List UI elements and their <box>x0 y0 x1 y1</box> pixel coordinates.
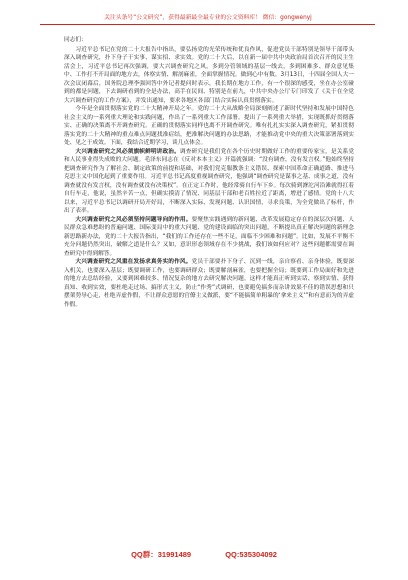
paragraph-text: 习近平总书记在党的二十大报告中指出，要弘扬党的光荣传统和优良作风，促进党员干部特别是领导干部带头深入调查研究，扑下身子干实事、谋实招、求实效。党的二十大后，以在新一届中共中央政治局首次召开的民主生活会上，习近平总书记再次强调，要大兴调查研究之风，多到分管领域的基层一线去，多到困难多、群众意见集中、工作打不开局面的地方去，体察实情、解剖麻雀，全面掌握情况。做到心中有数。3月13日，十四届全国人大一次会议闭幕后，国务院总理李强回答中外记者提问时表示，我长期在地方工作，有一个很深的感受，坐在办公室碰到的都是问题，下去调研看到的全是办法，高手在民间、特别是在前九，中共中央办公厅专门印发了《关于在全党大兴调查研究的工作方案》，并发出通知，要求各地区各部门结合实际认真贯彻落实。 <box>64 46 354 104</box>
paragraph-text: 党员干部要扑下身子、沉到一线，亲自察看、亲身体验，既要深入机关，也要深入基层；既要调研工作，也要调研群众；既要解剖麻雀，也要把握全局；既要到工作局面好和先进的地方去总结经验，又要到困难较多、情况复杂的地方去研究解决问题。这样才能真正听到实话、察到实情、获得真知、收到实效，要杜绝走过场、搞形式主义，防止“作秀”式调研，也要避免搞多而杂讲效果不佳的错误思想和只摆架势导心走，杜绝弄虚作假，不让群众意愿的官僚主义做派，要“不能搞简单粗暴的‘拿来主义’”和有意而为的弄虚作假。 <box>64 259 354 308</box>
paragraph-4 <box>64 216 354 259</box>
paragraph-text: 要聚焦实践遇到的新问题、改革发展稳定存在的深层次问题、人民群众急难愁盼的普遍问题、国际变局中的重大问题、党的建设面临的突出问题，不断提出真正解决问题的新理念新思路新办法，党的二十大报告指出，“我们的工作还存在一些不足，面临不少困难和问题”。比如，发展不平衡不充分问题仍然突出，破解之道是什么？又如，意识形态领域存在不少挑战，我们该如何应对？这些问题都需要在调查研究中得到解答。 <box>64 216 354 257</box>
paragraph-text: 调查研究是我们党在各个历史时期做好工作的重要传家宝，是关系党和人民事业得失成败的大问题。毛泽东同志在《反对本本主义》开篇就强调：“没有调查，没有发言权。”他始终坚持把调查研究作为了解社会、制定政策的前提和基础，对我们党克服教条主义错误、探索中国革命正确道路、推进马克思主义中国化起到了重要作用。习近平总书记高度重视调查研究，他强调“调查研究是谋事之基、成事之道，没有调查就没有发言权，没有调查就没有决策权”。在正定工作时，他经常骑自行车下乡。每次骑到滹沱河沿滩就得扛着自行车走，他说，虽然辛苦一点，但确实摸清了情况、同基层干部和老百姓拉近了距离，增进了感情。党的十八大以来，习近平总书记以调研开局开好局，不断深入实际、发现问题、认识国情，寻求良策，为全党做出了标杆，作出了表率。 <box>64 148 354 214</box>
salutation: 同志们： <box>64 37 87 43</box>
banner-divider <box>40 24 375 25</box>
paragraph-1 <box>64 46 354 106</box>
document-body <box>64 36 354 536</box>
paragraph-5 <box>64 258 354 309</box>
section-heading: 大兴调查研究之风重在发扬求真务实的作风。 <box>75 259 192 265</box>
paragraph-3 <box>64 148 354 216</box>
qq-group-text: QQ群：31991489 <box>131 550 192 559</box>
paragraph-text: 今年是全面贯彻落实党的二十大精神开局之年。党的二十大从战略全局深刻阐述了新时代坚持和发展中国特色社会主义的一系列重大理论和实践问题，作出了一系列重大工作部署。提出了一系列重大举措，实现既抓好贯彻落实、正确的决策离不开调查研究。正确的贯彻落实同样也离不开调查研究。唯有扎扎实实深入调查研究，紧扣贯彻落实党的二十大精神的重点难点问题找准症结，把准解决问题的办法思路，才能推动党中央的重大决策部署落到实处、见之于成效。下面，我结合近期学习，谈几点体会。 <box>64 106 354 146</box>
banner-notice: 关注头条号“公文研究”，获得最新最全最专业的公文资料库！ 微信：gongwenyj <box>104 15 312 21</box>
section-heading: 大兴调查研究之风必须旗帜鲜明讲政治。 <box>75 148 180 155</box>
footer-contact <box>0 549 408 560</box>
qq-number-text: QQ:535304092 <box>225 550 277 559</box>
section-heading: 大兴调查研究之风必须坚持问题导向的作用。 <box>75 216 192 223</box>
paragraph-2 <box>64 105 354 148</box>
